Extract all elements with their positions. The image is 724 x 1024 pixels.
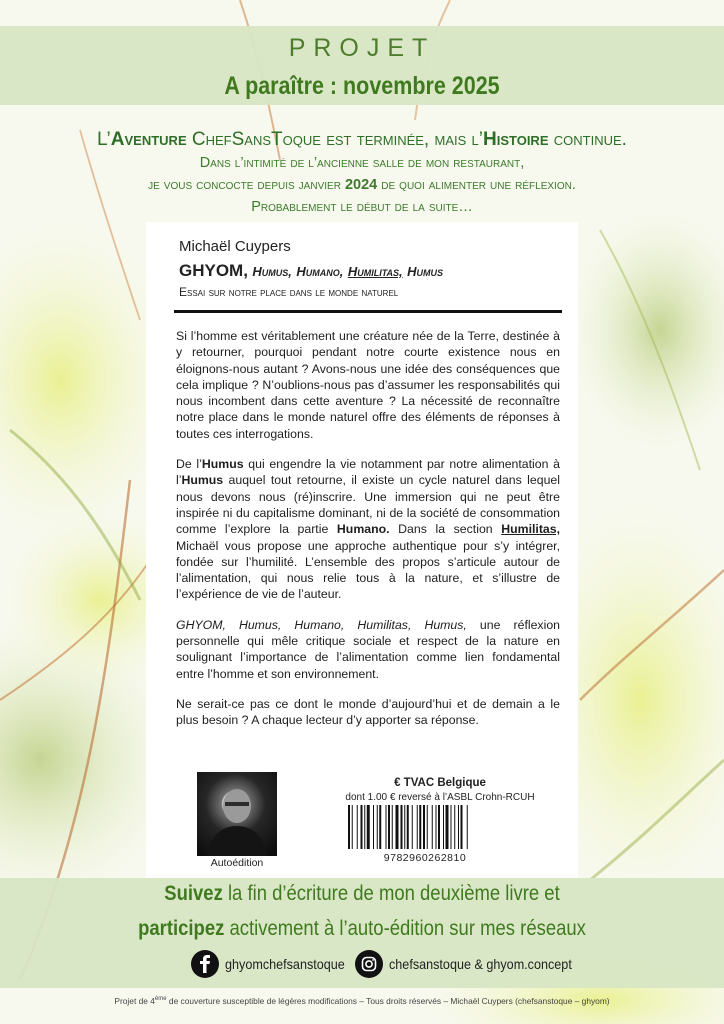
blurb-text: qui engendre la vie notamment par notre alimentation à l’ (176, 457, 560, 488)
barcode-bar (446, 805, 449, 849)
barcode-bar (357, 805, 358, 849)
book-back-cover (146, 222, 578, 878)
instagram-icon[interactable] (355, 950, 383, 978)
barcode-bar (373, 805, 374, 849)
call-to-action-band (0, 878, 724, 988)
blurb-humus: Humus (181, 473, 224, 488)
subtitle-line-1: Dans l’intimité de l’ancienne salle de mon restaurant, (199, 155, 525, 171)
footer-text: Projet de 4 (114, 996, 155, 1006)
book-author: Michaël Cuypers (179, 238, 291, 255)
instagram-handle[interactable]: chefsanstoque & ghyom.concept (389, 956, 572, 972)
cta-participate: participez (138, 917, 225, 940)
barcode-bar (386, 805, 387, 849)
blurb-text: une réflexion personnelle qui mêle critique sociale et respect de la nature en soulignant l’importance de l’alimentation comme lien fondamental entre l’homme et son environnement. (176, 617, 560, 681)
barcode-bar (412, 805, 413, 849)
cta-text: activement à l’auto-édition sur mes réseaux (224, 917, 586, 940)
headline (0, 129, 724, 151)
projet-label: PROJET (288, 34, 436, 62)
subtitle-part: de quoi alimenter une réflexion. (377, 177, 576, 193)
barcode-bar (377, 805, 378, 849)
blurb-humus: Humus (201, 457, 244, 472)
barcode-bar (454, 805, 455, 849)
barcode-bar (436, 805, 437, 849)
blurb-paragraph-3 (176, 617, 560, 682)
author-photo (197, 772, 277, 856)
facebook-handle[interactable]: ghyomchefsanstoque (225, 956, 345, 972)
barcode-bar (443, 805, 444, 849)
blurb-paragraph-2 (176, 456, 560, 603)
blurb-humano: Humano. (336, 522, 390, 537)
barcode-bar (407, 805, 409, 849)
headline-part: continue. (548, 129, 627, 150)
cta-line-1 (43, 882, 680, 906)
subtitle-line-2 (0, 177, 724, 193)
blurb-paragraph-1: Si l’homme est véritablement une créature née de la Terre, destinée à y retourner, pourquoi pendant notre courte existence nous en éloignons-nous autant ? Avons-nous une idée des conséquences que cela implique ? N’oublions-nous pas d’assumer les responsabilités qui nous incombent dans cette aventure ? La nécessité de reconnaître notre place dans le monde naturel offre des éléments de réponses à toutes ces interrogations. (176, 329, 560, 441)
barcode-bar (352, 805, 353, 849)
blurb-title-ref: GHYOM, Humus, Humano, Humilitas, Humus, (176, 617, 467, 632)
barcode-bar (461, 805, 463, 849)
blurb-text: Michaël vous propose une approche authentique pour s’y intégrer, fondée sur l’humilité. L’ensemble des propos s’articule autour de l’alimentation, qui nous relie tous à la nature, et s’illustre de l’expérience de vie de l’auteur. (176, 538, 560, 602)
blurb-text: auquel tout retourne, il existe un cycle naturel dans lequel nous devons nous (ré)inscrire. Une immersion qui ne peut être inspirée ni du capitalisme dominant, ni de la société de consommation comme l’explore la partie (176, 473, 560, 537)
blurb-paragraph-4: Ne serait-ce pas ce dont le monde d’aujourd’hui et de demain a le plus besoin ? A chaque lecteur d’y apporter sa réponse. (176, 696, 560, 728)
barcode-bar (423, 805, 425, 849)
cta-line-2 (43, 917, 680, 941)
donation-note: dont 1.00 € reversé à l’ASBL Crohn-RCUH (345, 792, 535, 803)
title-ghyom: GHYOM, (179, 261, 248, 280)
headline-part: L’ (97, 129, 111, 150)
blurb-text: Dans la section (389, 522, 502, 537)
barcode-bar (396, 805, 399, 849)
title-rule (174, 310, 562, 313)
barcode-bar (417, 805, 418, 849)
barcode-bar (361, 805, 363, 849)
barcode-bar (348, 805, 350, 849)
header-band (0, 26, 724, 105)
barcode-bar (388, 805, 390, 849)
barcode-bar (401, 805, 403, 849)
isbn-barcode (346, 805, 504, 849)
blurb-humilitas: Humilitas, (501, 522, 561, 537)
barcode-bar (458, 805, 459, 849)
title-humus-2: Humus (407, 264, 443, 279)
publisher-label: Autoédition (210, 857, 264, 869)
book-blurb (176, 328, 560, 743)
facebook-link[interactable] (191, 950, 358, 978)
footer-text: de couverture susceptible de légères modifications – Tous droits réservés – Michaël Cuypers (chefsanstoque – ghyom) (166, 996, 610, 1006)
subtitle-part: je vous concocte depuis janvier (148, 177, 345, 193)
barcode-bar (451, 805, 452, 849)
blurb-text: De l’ (176, 457, 202, 472)
title-humilitas: Humilitas, (347, 264, 403, 279)
book-title (179, 261, 443, 281)
subtitle-line-3: Probablement le début de la suite… (251, 199, 473, 215)
barcode-bar (364, 805, 365, 849)
headline-histoire: Histoire (483, 129, 549, 150)
release-date: A paraître : novembre 2025 (224, 72, 500, 100)
headline-aventure: Aventure (110, 129, 187, 150)
barcode-bar (379, 805, 381, 849)
subtitle-year: 2024 (344, 177, 378, 193)
barcode-bar (432, 805, 433, 849)
barcode-bar (404, 805, 405, 849)
footer-note (0, 996, 724, 1006)
title-humano: Humano, (296, 264, 344, 279)
instagram-link[interactable] (355, 950, 592, 978)
facebook-icon[interactable] (191, 950, 219, 978)
headline-part: ChefSansToque est terminée, mais l’ (186, 129, 483, 150)
price-label: € TVAC Belgique (394, 777, 486, 789)
barcode-bar (427, 805, 428, 849)
cta-follow: Suivez (164, 882, 223, 905)
isbn-number: 9782960262810 (383, 852, 467, 864)
author-silhouette (197, 772, 277, 856)
barcode-bar (392, 805, 393, 849)
cta-text: la fin d’écriture de mon deuxième livre et (222, 882, 560, 905)
barcode-bar (438, 805, 440, 849)
barcode-bar (419, 805, 421, 849)
title-humus: Humus, (252, 264, 292, 279)
barcode-bar (467, 805, 468, 849)
footer-sup: ème (154, 996, 167, 1003)
barcode-bar (367, 805, 370, 849)
book-subtitle: Essai sur notre place dans le monde naturel (179, 285, 399, 299)
